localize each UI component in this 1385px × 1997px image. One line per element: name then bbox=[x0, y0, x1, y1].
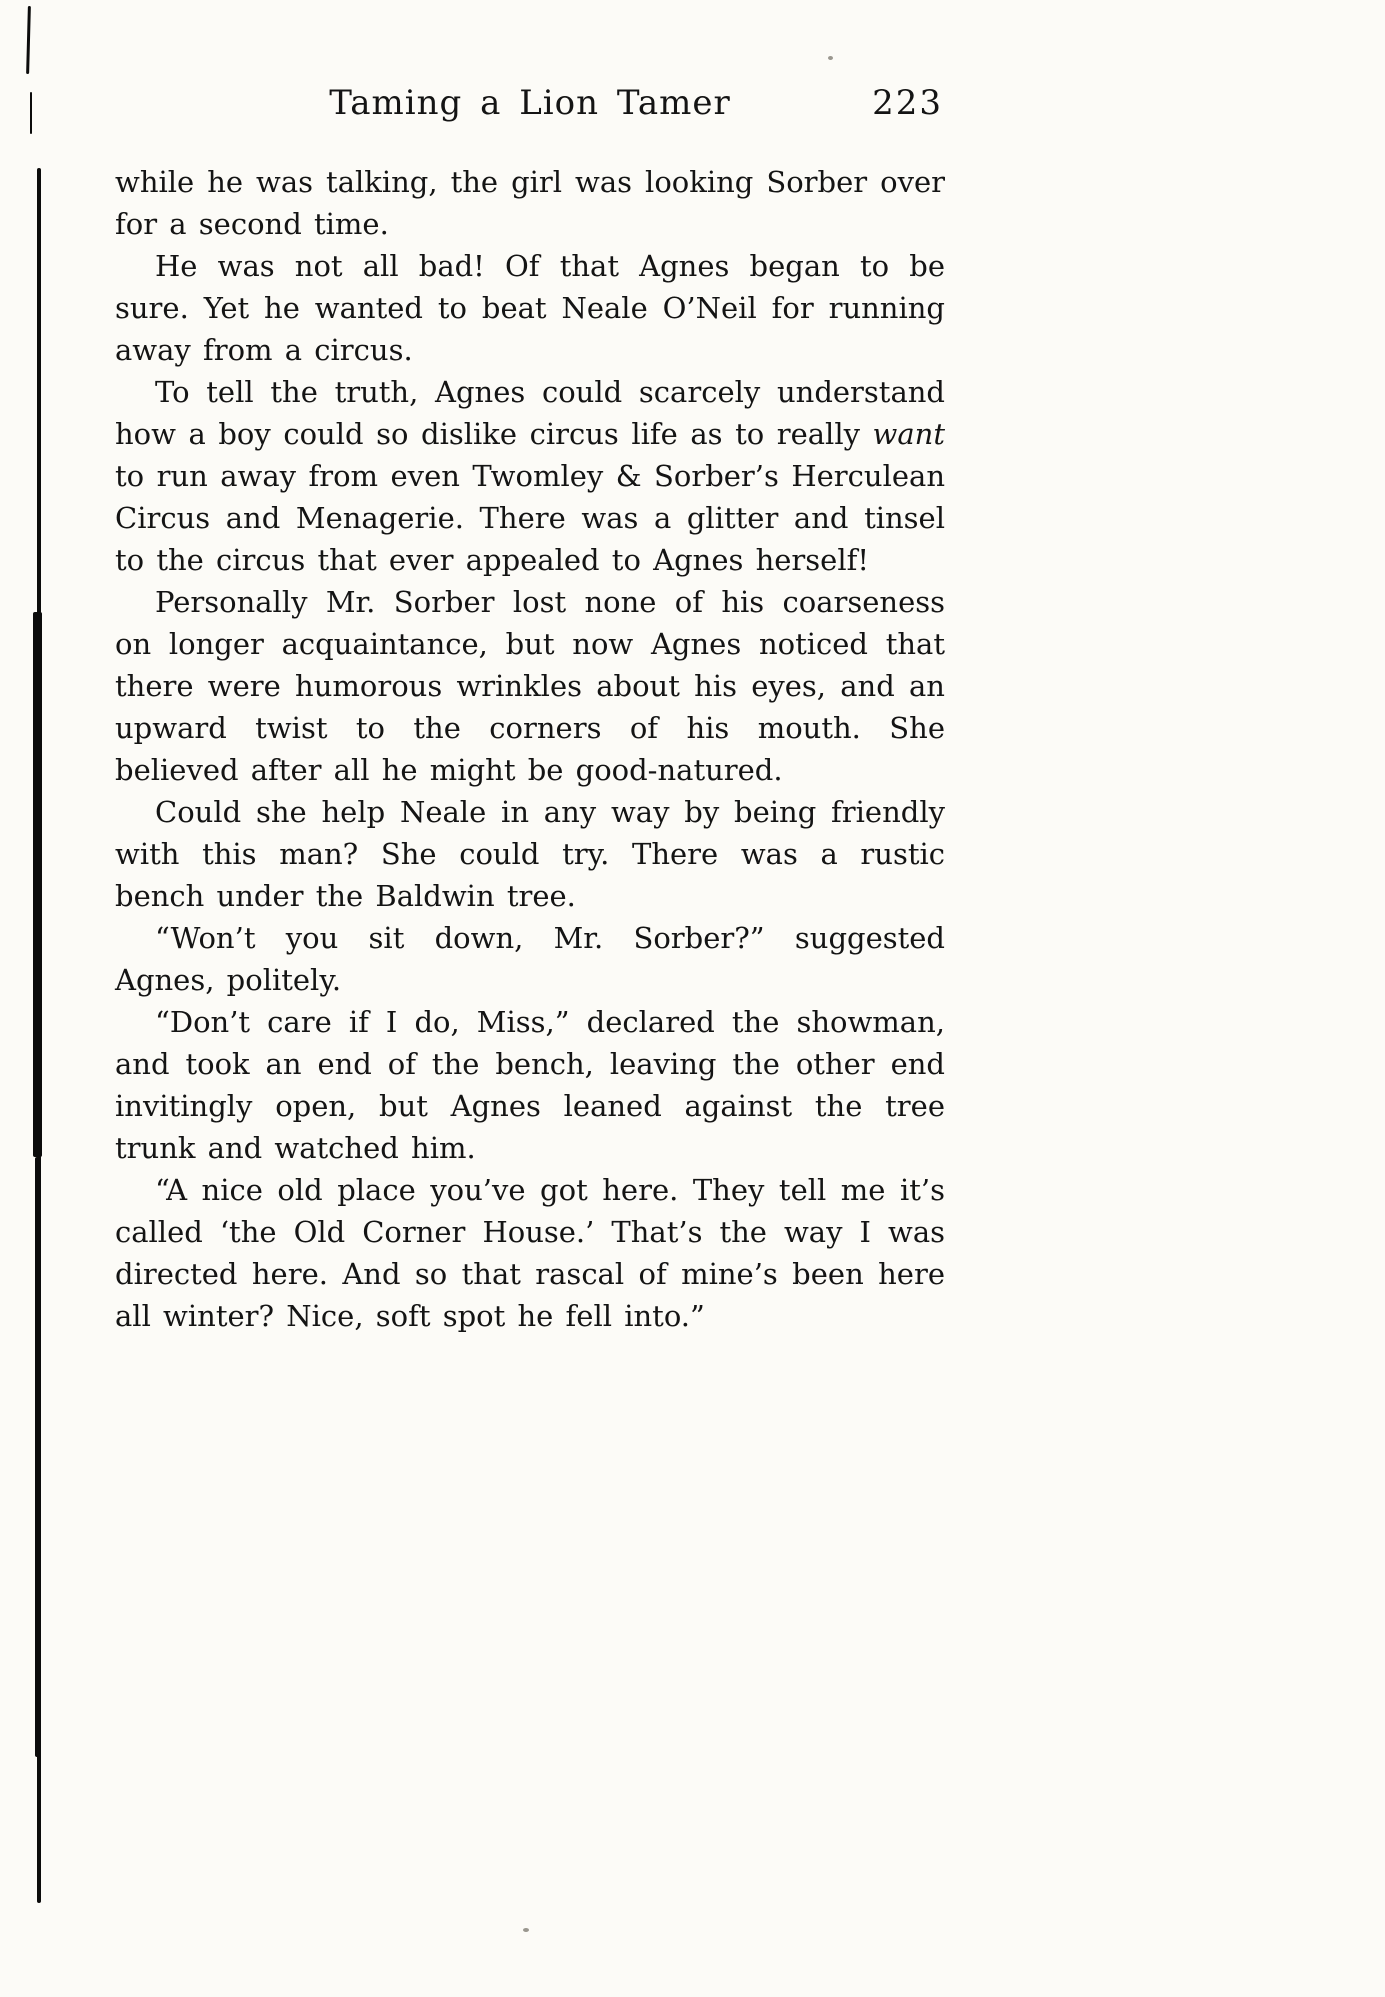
paragraph bbox=[115, 1169, 945, 1337]
paragraph bbox=[115, 1001, 945, 1169]
chapter-title: Taming a Lion Tamer bbox=[329, 83, 731, 123]
paragraph bbox=[115, 245, 945, 371]
binding-line-thick bbox=[33, 612, 42, 1157]
italic-text: want bbox=[872, 417, 945, 451]
text-run: while he was talking, the girl was looking Sorber over for a second time. bbox=[115, 165, 945, 241]
text-run: “A nice old place you’ve got here. They tell me it’s called ‘the Old Corner House.’ That’s the way I was directed here. And so that rascal of mine’s been here all winter? Nice, soft spot he fell into.” bbox=[115, 1173, 945, 1333]
body-text bbox=[115, 161, 945, 1337]
paragraph bbox=[115, 791, 945, 917]
text-run: Could she help Neale in any way by being friendly with this man? She could try. There was a rustic bench under the Baldwin tree. bbox=[115, 795, 945, 913]
scan-speck bbox=[828, 56, 833, 60]
text-run: “Won’t you sit down, Mr. Sorber?” suggested Agnes, politely. bbox=[115, 921, 945, 997]
text-run: Personally Mr. Sorber lost none of his coarseness on longer acquaintance, but now Agnes noticed that there were humorous wrinkles about his eyes, and an upward twist to the corners of his mouth. She believed after all he might be good-natured. bbox=[115, 585, 945, 787]
text-run: To tell the truth, Agnes could scarcely understand how a boy could so dislike circus life as to really bbox=[115, 375, 945, 451]
scan-artifact-line bbox=[30, 92, 32, 134]
page-number: 223 bbox=[872, 83, 943, 123]
scan-artifact-line bbox=[26, 6, 31, 74]
text-run: He was not all bad! Of that Agnes began to be sure. Yet he wanted to beat Neale O’Neil for running away from a circus. bbox=[115, 249, 945, 367]
paragraph bbox=[115, 161, 945, 245]
page-header bbox=[115, 82, 945, 124]
binding-line bbox=[35, 1157, 41, 1757]
scan-speck bbox=[523, 1928, 529, 1932]
paragraph bbox=[115, 917, 945, 1001]
paragraph bbox=[115, 371, 945, 581]
paragraph bbox=[115, 581, 945, 791]
text-run: to run away from even Twomley & Sorber’s Herculean Circus and Menagerie. There was a glitter and tinsel to the circus that ever appealed to Agnes herself! bbox=[115, 459, 945, 577]
text-run: “Don’t care if I do, Miss,” declared the showman, and took an end of the bench, leaving the other end invitingly open, but Agnes leaned against the tree trunk and watched him. bbox=[115, 1005, 945, 1165]
page-content bbox=[115, 82, 945, 1337]
